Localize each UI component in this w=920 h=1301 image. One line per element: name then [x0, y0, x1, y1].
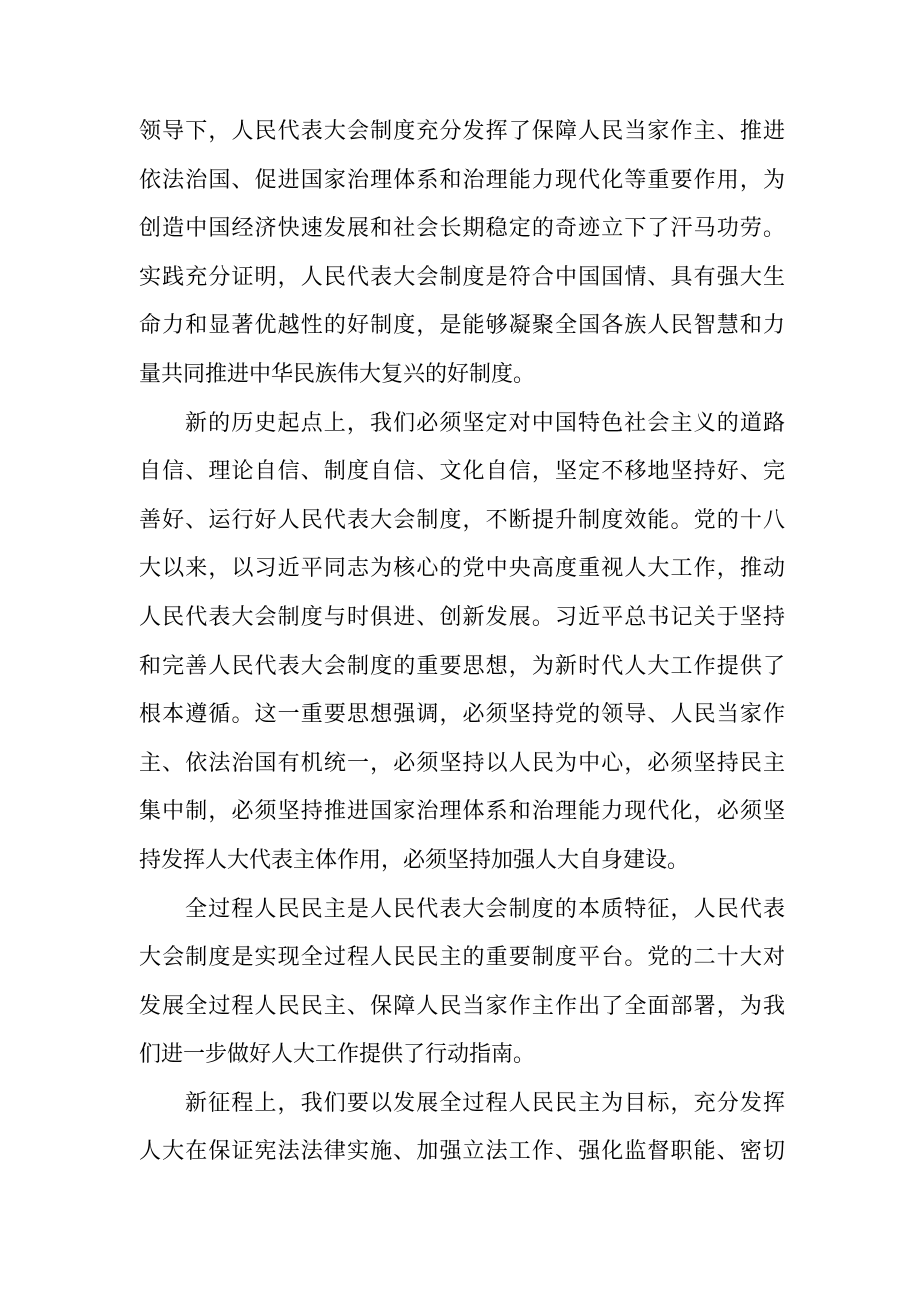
text-line: 自信、理论自信、制度自信、文化自信，坚定不移地坚持好、完 [139, 459, 785, 485]
text-line: 创造中国经济快速发展和社会长期稳定的奇迹立下了汗马功劳。 [139, 216, 785, 242]
text-line: 依法治国、促进国家治理体系和治理能力现代化等重要作用，为 [139, 167, 785, 193]
text-line: 命力和显著优越性的好制度，是能够凝聚全国各族人民智慧和力 [139, 313, 785, 339]
text-line: 大以来，以习近平同志为核心的党中央高度重视人大工作，推动 [139, 556, 785, 582]
paragraph-4 [139, 1080, 785, 1177]
text-line: 持发挥人大代表主体作用，必须坚持加强人大自身建设。 [139, 847, 690, 873]
document-body [139, 108, 785, 1177]
text-line: 和完善人民代表大会制度的重要思想，为新时代人大工作提供了 [139, 653, 785, 679]
text-line: 主、依法治国有机统一，必须坚持以人民为中心，必须坚持民主 [139, 750, 785, 776]
paragraph-3 [139, 886, 785, 1080]
text-line: 根本遵循。这一重要思想强调，必须坚持党的领导、人民当家作 [139, 702, 785, 728]
text-line: 人民代表大会制度与时俱进、创新发展。习近平总书记关于坚持 [139, 604, 785, 630]
text-line: 领导下，人民代表大会制度充分发挥了保障人民当家作主、推进 [139, 119, 785, 144]
text-line: 们进一步做好人大工作提供了行动指南。 [139, 1042, 536, 1068]
text-line: 善好、运行好人民代表大会制度，不断提升制度效能。党的十八 [139, 507, 785, 533]
text-line: 发展全过程人民民主、保障人民当家作主作出了全面部署，为我 [139, 993, 785, 1019]
text-line: 人大在保证宪法法律实施、加强立法工作、强化监督职能、密切 [139, 1139, 785, 1165]
paragraph-1 [139, 108, 785, 400]
text-line: 全过程人民民主是人民代表大会制度的本质特征，人民代表 [185, 896, 785, 922]
text-line: 集中制，必须坚持推进国家治理体系和治理能力现代化，必须坚 [139, 799, 785, 825]
text-line: 新征程上，我们要以发展全过程人民民主为目标，充分发挥 [185, 1090, 785, 1116]
text-line: 大会制度是实现全过程人民民主的重要制度平台。党的二十大对 [139, 945, 785, 971]
paragraph-2 [139, 400, 785, 886]
text-line: 新的历史起点上，我们必须坚定对中国特色社会主义的道路 [185, 410, 785, 436]
text-line: 量共同推进中华民族伟大复兴的好制度。 [139, 361, 536, 387]
text-line: 实践充分证明，人民代表大会制度是符合中国国情、具有强大生 [139, 264, 785, 290]
